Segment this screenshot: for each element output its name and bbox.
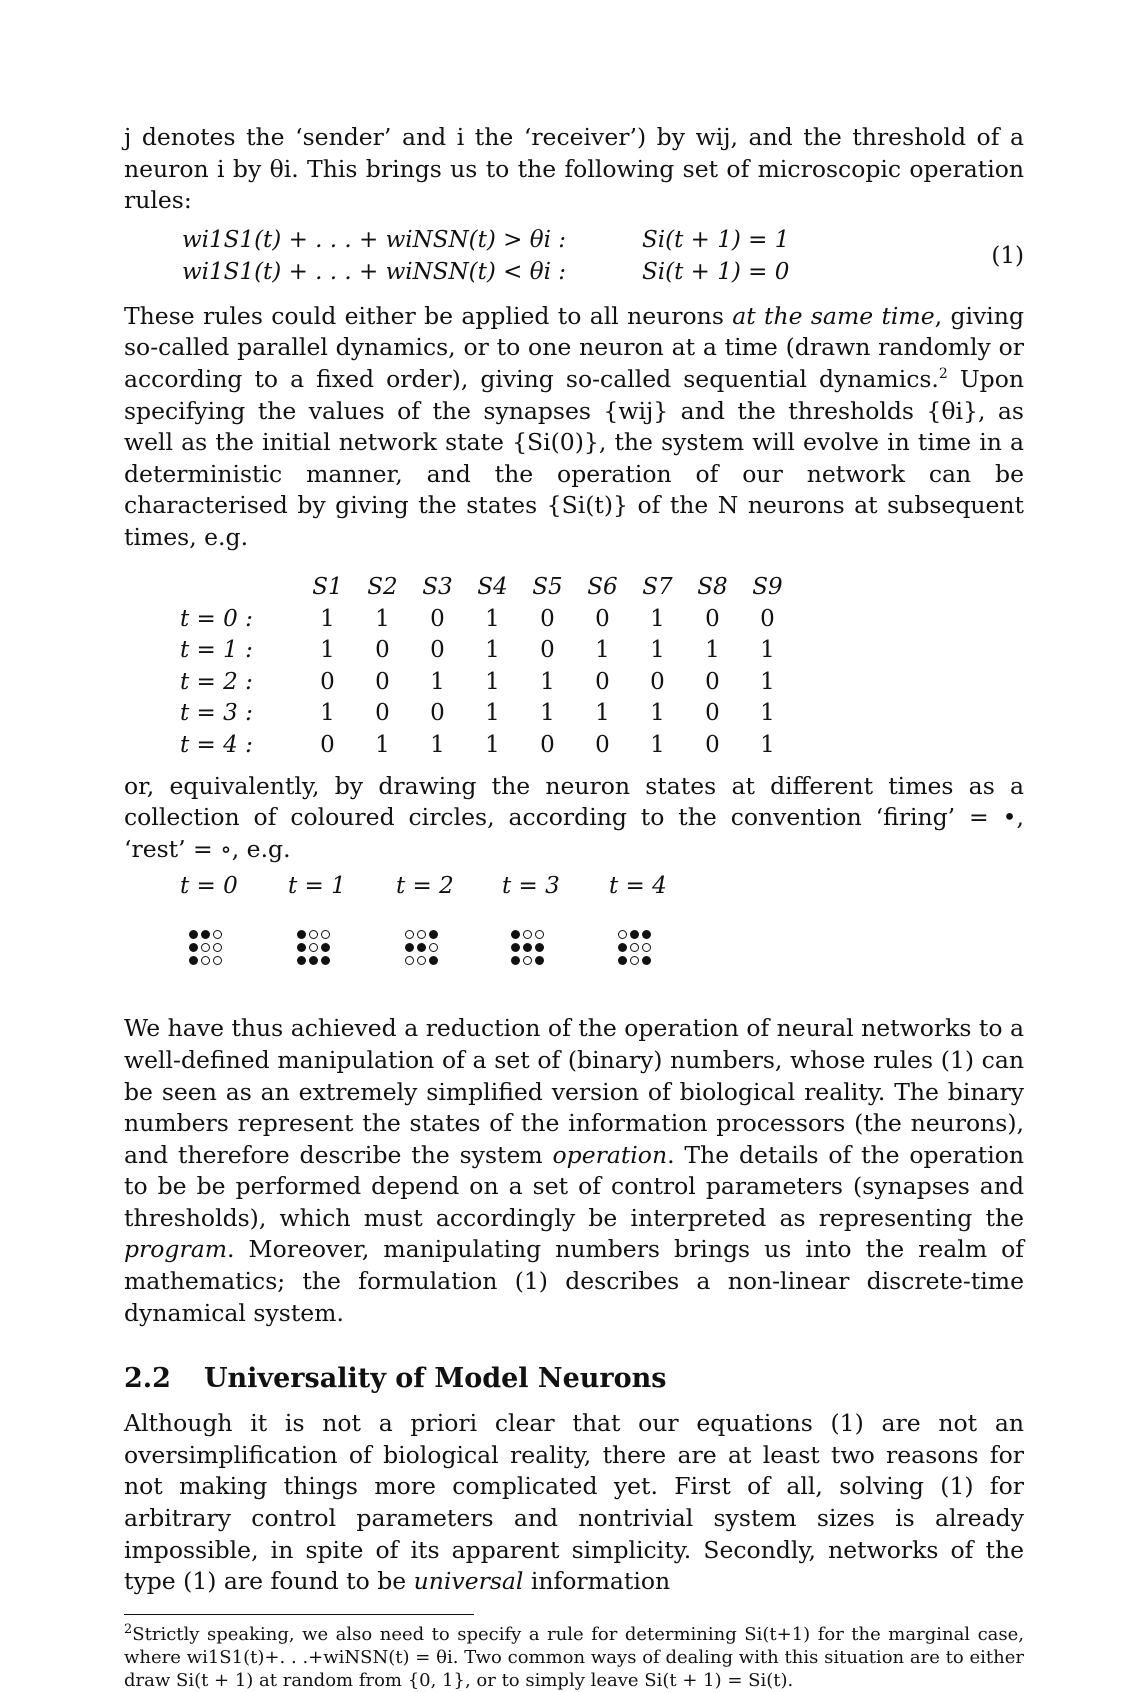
- firing-neuron-dot: [321, 956, 330, 965]
- state-table-cell: 1: [430, 668, 445, 695]
- state-table-cell: 1: [650, 605, 665, 632]
- resting-neuron-circle: [213, 956, 222, 965]
- circle-diagram-time-label: t = 3: [502, 873, 560, 900]
- equation-line-1-condition: wi1S1(t) + . . . + wiNSN(t) > θi :: [182, 226, 566, 253]
- firing-neuron-dot: [189, 943, 198, 952]
- state-table-header: S8: [697, 574, 728, 601]
- resting-neuron-circle: [417, 956, 426, 965]
- state-table-header: S9: [752, 574, 783, 601]
- state-table-row: [180, 603, 795, 635]
- state-table-cell: 1: [320, 605, 335, 632]
- firing-neuron-dot: [618, 956, 627, 965]
- state-table-row: [180, 635, 795, 667]
- state-table-cell: 0: [760, 605, 775, 632]
- state-table-cell: 1: [485, 637, 500, 664]
- footnote-divider: [124, 1614, 474, 1615]
- state-table-header: S5: [532, 574, 563, 601]
- state-table-header-row: [180, 572, 795, 604]
- state-table-header: S2: [367, 574, 398, 601]
- state-table-cell: 0: [595, 605, 610, 632]
- equation-number: (1): [991, 242, 1024, 269]
- equation-operation-rules: [124, 227, 1024, 291]
- state-table-cell: 1: [540, 700, 555, 727]
- state-table-cell: 0: [705, 605, 720, 632]
- resting-neuron-circle: [213, 930, 222, 939]
- state-table-cell: 0: [540, 605, 555, 632]
- state-table-cell: 1: [320, 700, 335, 727]
- state-table-row-label: t = 1 :: [180, 637, 253, 664]
- firing-neuron-dot: [405, 943, 414, 952]
- emphasis-universal: universal: [413, 1567, 524, 1596]
- resting-neuron-circle: [309, 943, 318, 952]
- state-table-row: [180, 729, 795, 761]
- state-table-cell: 0: [320, 668, 335, 695]
- state-table-cell: 1: [760, 637, 775, 664]
- circle-diagram-time-label: t = 0: [180, 873, 238, 900]
- paragraph-reduction-part-a: We have thus achieved a reduction of the operation of neural networks to a well-defined manipulation of a set of (binary) numbers, whose rules (1) can be seen as an extremely simplified version of biological reality. The binary numbers represent the states of the information processors (the neurons), and therefore describe the system: [124, 1014, 1024, 1169]
- paragraph-dynamics-part-b: , giving so-called parallel dynamics, or to one neuron at a time (drawn randomly or according to a fixed order), giving so-called sequential dynamics.: [124, 301, 1024, 393]
- resting-neuron-circle: [523, 930, 532, 939]
- firing-neuron-dot: [523, 943, 532, 952]
- footnote: [124, 1623, 1024, 1692]
- state-table-cell: 1: [320, 637, 335, 664]
- firing-neuron-dot: [297, 956, 306, 965]
- resting-neuron-circle: [213, 943, 222, 952]
- state-table-cell: 1: [485, 731, 500, 758]
- firing-neuron-dot: [630, 930, 639, 939]
- paragraph-reduction-part-b: . The details of the operation to be be performed depend on a set of control parameters (synapses and thresholds), which must accordingly be interpreted as representing the: [124, 1140, 1024, 1232]
- state-table-cell: 1: [485, 605, 500, 632]
- circle-state-grid: [617, 929, 653, 968]
- firing-neuron-dot: [189, 930, 198, 939]
- paragraph-dynamics-emphasis: at the same time: [732, 301, 935, 330]
- state-table-cell: 1: [430, 731, 445, 758]
- section-title: Universality of Model Neurons: [204, 1363, 667, 1395]
- resting-neuron-circle: [618, 930, 627, 939]
- state-table-cell: 1: [760, 700, 775, 727]
- state-table-header: S7: [642, 574, 673, 601]
- state-table-cell: 1: [760, 731, 775, 758]
- state-table-row-label: t = 2 :: [180, 668, 253, 695]
- state-table-row-label: t = 0 :: [180, 605, 253, 632]
- emphasis-operation: operation: [552, 1140, 668, 1169]
- equation-line-2-result: Si(t + 1) = 0: [642, 258, 790, 285]
- firing-neuron-dot: [535, 943, 544, 952]
- firing-neuron-dot: [618, 943, 627, 952]
- equation-line-1-result: Si(t + 1) = 1: [642, 226, 790, 253]
- emphasis-program: program: [124, 1235, 227, 1264]
- state-table-cell: 0: [705, 731, 720, 758]
- resting-neuron-circle: [535, 930, 544, 939]
- state-table-cell: 0: [430, 605, 445, 632]
- firing-neuron-dot: [417, 943, 426, 952]
- firing-neuron-dot: [535, 956, 544, 965]
- state-table-cell: 1: [650, 637, 665, 664]
- resting-neuron-circle: [523, 956, 532, 965]
- resting-neuron-circle: [429, 943, 438, 952]
- paragraph-dynamics: [124, 301, 1024, 554]
- state-table-cell: 1: [485, 700, 500, 727]
- firing-neuron-dot: [642, 956, 651, 965]
- circle-state-grid: [296, 929, 332, 968]
- state-table-cell: 0: [540, 637, 555, 664]
- paragraph-intro: j denotes the ‘sender’ and i the ‘receiver’) by wij, and the threshold of a neuron i by θi. This brings us to the following set of microscopic operation rules:: [124, 123, 1024, 215]
- neuron-state-table: [180, 572, 795, 761]
- state-table-body: [180, 603, 795, 761]
- state-table-cell: 0: [375, 700, 390, 727]
- footnote-number: 2: [124, 1621, 133, 1637]
- resting-neuron-circle: [405, 930, 414, 939]
- state-table-header: S1: [312, 574, 343, 601]
- state-table-row-label: t = 4 :: [180, 731, 253, 758]
- state-table-header: S3: [422, 574, 453, 601]
- state-table-cell: 0: [375, 637, 390, 664]
- resting-neuron-circle: [201, 943, 210, 952]
- paragraph-reduction: [124, 1013, 1024, 1329]
- state-table-cell: 0: [430, 637, 445, 664]
- section-heading: [124, 1363, 1024, 1394]
- state-table-cell: 0: [595, 731, 610, 758]
- firing-neuron-dot: [189, 956, 198, 965]
- state-table-cell: 0: [320, 731, 335, 758]
- firing-neuron-dot: [321, 943, 330, 952]
- resting-neuron-circle: [417, 930, 426, 939]
- state-table-cell: 1: [595, 637, 610, 664]
- firing-neuron-dot: [642, 930, 651, 939]
- firing-neuron-dot: [297, 930, 306, 939]
- circle-diagram-time-label: t = 2: [396, 873, 454, 900]
- state-table-cell: 1: [650, 731, 665, 758]
- resting-neuron-circle: [405, 956, 414, 965]
- equation-line-2: [182, 258, 790, 285]
- circle-state-grid: [188, 929, 224, 968]
- circle-state-diagram: [124, 873, 1024, 1013]
- paragraph-universality-part-b: information: [523, 1567, 671, 1596]
- state-table-row: [180, 666, 795, 698]
- state-table-row-label: t = 3 :: [180, 700, 253, 727]
- state-table-corner: [180, 572, 300, 604]
- state-table-cell: 0: [430, 700, 445, 727]
- section-number: 2.2: [124, 1363, 171, 1395]
- state-table-cell: 0: [375, 668, 390, 695]
- resting-neuron-circle: [201, 956, 210, 965]
- resting-neuron-circle: [642, 943, 651, 952]
- state-table-header: S4: [477, 574, 508, 601]
- state-table-cell: 1: [375, 605, 390, 632]
- paragraph-dynamics-part-a: These rules could either be applied to all neurons: [124, 301, 733, 330]
- state-table-cell: 0: [540, 731, 555, 758]
- circle-state-grid: [510, 929, 546, 968]
- paragraph-universality: [124, 1408, 1024, 1598]
- page-content: [124, 122, 1024, 1692]
- state-table-row: [180, 698, 795, 730]
- equation-line-1: [182, 226, 790, 253]
- state-table-cell: 0: [705, 700, 720, 727]
- firing-neuron-dot: [511, 956, 520, 965]
- paragraph-circles-intro: or, equivalently, by drawing the neuron states at different times as a collection of coloured circles, according to the convention ‘firing’ = •, ‘rest’ = ∘, e.g.: [124, 771, 1024, 863]
- circle-diagram-time-label: t = 4: [609, 873, 667, 900]
- paragraph-universality-part-a: Although it is not a priori clear that our equations (1) are not an oversimplification of biological reality, there are at least two reasons for not making things more complicated yet. First of all, solving (1) for arbitrary control parameters and nontrivial system sizes is already impossible, in spite of its apparent simplicity. Secondly, networks of the type (1) are found to be: [124, 1409, 1024, 1596]
- state-table-cell: 0: [705, 668, 720, 695]
- resting-neuron-circle: [630, 943, 639, 952]
- state-table-cell: 1: [375, 731, 390, 758]
- firing-neuron-dot: [297, 943, 306, 952]
- paragraph-dynamics-part-c: Upon specifying the values of the synapses {wij} and the thresholds {θi}, as well as the initial network state {Si(0)}, the system will evolve in time in a deterministic manner, and the operation of our network can be characterised by giving the states {Si(t)} of the N neurons at subsequent times, e.g.: [124, 364, 1024, 551]
- state-table-cell: 1: [540, 668, 555, 695]
- equation-line-2-condition: wi1S1(t) + . . . + wiNSN(t) < θi :: [182, 258, 566, 285]
- paragraph-reduction-part-c: . Moreover, manipulating numbers brings us into the realm of mathematics; the formulation (1) describes a non-linear discrete-time dynamical system.: [124, 1235, 1024, 1327]
- state-table-cell: 1: [650, 700, 665, 727]
- state-table-cell: 0: [650, 668, 665, 695]
- state-table-cell: 0: [595, 668, 610, 695]
- state-table-cell: 1: [705, 637, 720, 664]
- state-table-cell: 1: [760, 668, 775, 695]
- resting-neuron-circle: [321, 930, 330, 939]
- firing-neuron-dot: [201, 930, 210, 939]
- resting-neuron-circle: [309, 930, 318, 939]
- circle-state-grid: [404, 929, 440, 968]
- firing-neuron-dot: [511, 943, 520, 952]
- state-table-cell: 1: [485, 668, 500, 695]
- footnote-text: Strictly speaking, we also need to specify a rule for determining Si(t+1) for the marginal case, where wi1S1(t)+. . .+wiNSN(t) = θi. Two common ways of dealing with this situation are to either draw Si(t + 1) at random from {0, 1}, or to simply leave Si(t + 1) = Si(t).: [124, 1623, 1024, 1691]
- state-table-header: S6: [587, 574, 618, 601]
- footnote-marker: 2: [938, 366, 948, 383]
- resting-neuron-circle: [630, 956, 639, 965]
- circle-diagram-time-label: t = 1: [288, 873, 346, 900]
- firing-neuron-dot: [309, 956, 318, 965]
- firing-neuron-dot: [429, 956, 438, 965]
- firing-neuron-dot: [429, 930, 438, 939]
- firing-neuron-dot: [511, 930, 520, 939]
- state-table-cell: 1: [595, 700, 610, 727]
